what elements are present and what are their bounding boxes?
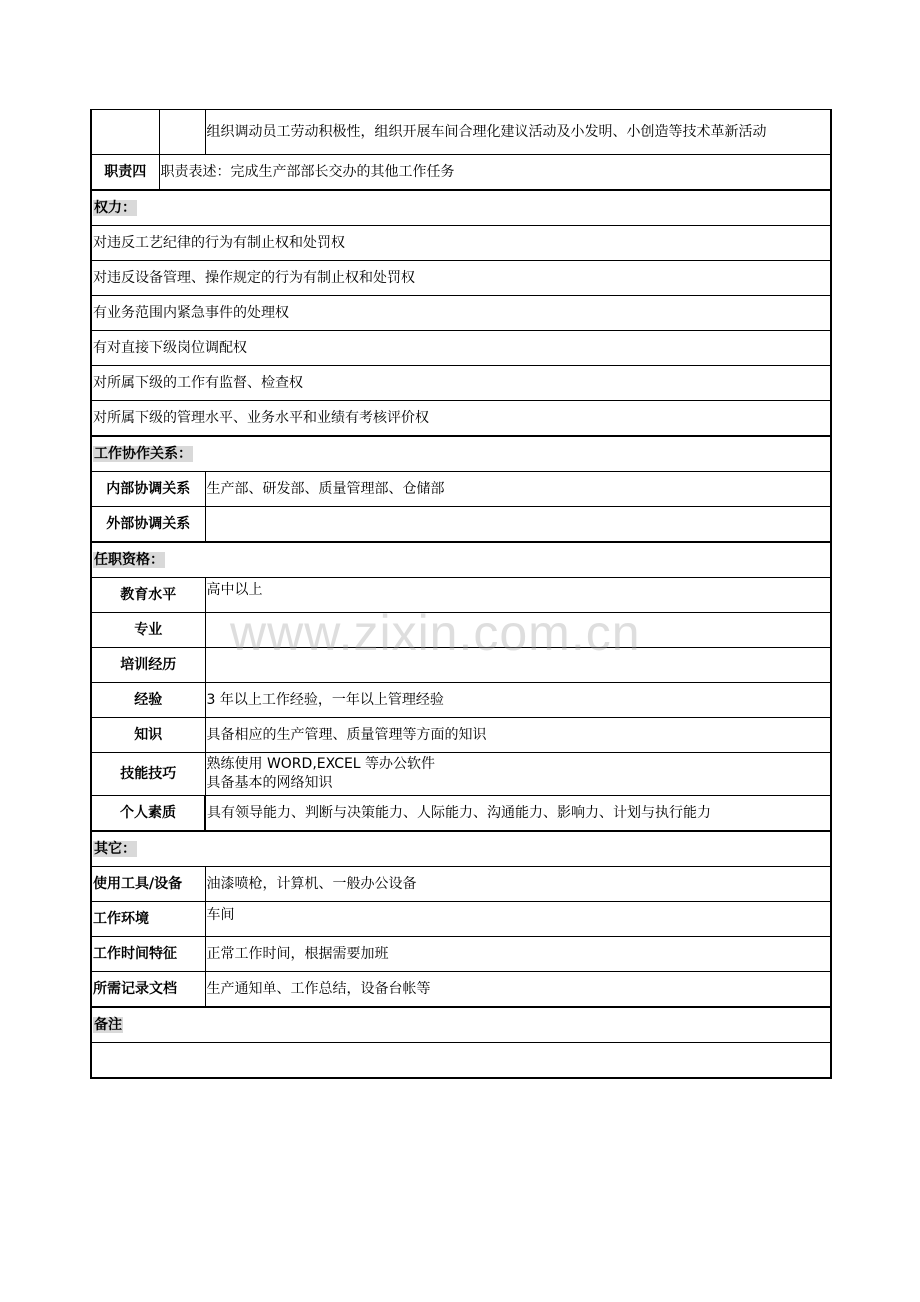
remarks-heading-row	[91, 1007, 831, 1043]
skills-value	[205, 753, 831, 796]
environment-label: 工作环境	[91, 902, 205, 937]
job-description-table	[90, 109, 832, 1079]
authority-item: 有对直接下级岗位调配权	[91, 331, 831, 366]
remarks-row	[91, 1043, 831, 1079]
external-coordination-value	[205, 507, 831, 543]
authority-item: 有业务范围内紧急事件的处理权	[91, 296, 831, 331]
qualification-heading	[91, 542, 831, 578]
authority-row	[91, 366, 831, 401]
remarks-heading-text: 备注	[94, 1016, 122, 1033]
other-heading-row	[91, 831, 831, 867]
authority-item: 对违反设备管理、操作规定的行为有制止权和处罚权	[91, 261, 831, 296]
duty-continued-label-cell	[91, 110, 159, 155]
cooperation-heading-row	[91, 436, 831, 472]
authority-heading-text: 权力：	[94, 199, 136, 216]
tools-value: 油漆喷枪，计算机、一般办公设备	[205, 867, 831, 902]
authority-row	[91, 331, 831, 366]
training-label: 培训经历	[91, 648, 205, 683]
authority-item: 对违反工艺纪律的行为有制止权和处罚权	[91, 226, 831, 261]
experience-value: 3 年以上工作经验，一年以上管理经验	[205, 683, 831, 718]
duty4-description	[159, 155, 831, 191]
duty-continued-text: 组织调动员工劳动积极性，组织开展车间合理化建议活动及小发明、小创造等技术革新活动	[205, 110, 831, 155]
records-row	[91, 972, 831, 1008]
other-heading-text: 其它：	[94, 840, 136, 857]
internal-coordination-value: 生产部、研发部、质量管理部、仓储部	[205, 472, 831, 507]
tools-label: 使用工具/设备	[91, 867, 205, 902]
knowledge-label: 知识	[91, 718, 205, 753]
authority-heading	[91, 190, 831, 226]
experience-row	[91, 683, 831, 718]
knowledge-row	[91, 718, 831, 753]
personal-quality-value: 具有领导能力、判断与决策能力、人际能力、沟通能力、影响力、计划与执行能力	[205, 796, 831, 832]
personal-quality-row	[91, 796, 831, 832]
watermark: www.zixin.com.cn	[230, 605, 641, 661]
qualification-heading-row	[91, 542, 831, 578]
education-value: 高中以上	[205, 578, 831, 613]
external-coordination-label: 外部协调关系	[91, 507, 205, 543]
environment-value: 车间	[205, 902, 831, 937]
work-time-label: 工作时间特征	[91, 937, 205, 972]
authority-item: 对所属下级的工作有监督、检查权	[91, 366, 831, 401]
duty4-desc-value: 完成生产部部长交办的其他工作任务	[230, 163, 455, 180]
remarks-heading	[91, 1007, 831, 1043]
work-time-value: 正常工作时间，根据需要加班	[205, 937, 831, 972]
authority-row	[91, 226, 831, 261]
authority-heading-row	[91, 190, 831, 226]
skills-line: 具备基本的网络知识	[206, 775, 333, 791]
duty4-row	[91, 155, 831, 191]
cooperation-heading	[91, 436, 831, 472]
knowledge-value: 具备相应的生产管理、质量管理等方面的知识	[205, 718, 831, 753]
job-description-sheet	[90, 109, 830, 1079]
experience-label: 经验	[91, 683, 205, 718]
work-time-row	[91, 937, 831, 972]
remarks-value	[91, 1043, 831, 1079]
internal-coordination-row	[91, 472, 831, 507]
authority-item: 对所属下级的管理水平、业务水平和业绩有考核评价权	[91, 401, 831, 437]
personal-quality-label: 个人素质	[91, 796, 205, 832]
internal-coordination-label: 内部协调关系	[91, 472, 205, 507]
records-value: 生产通知单、工作总结，设备台帐等	[205, 972, 831, 1008]
other-heading	[91, 831, 831, 867]
tools-row	[91, 867, 831, 902]
environment-row	[91, 902, 831, 937]
major-label: 专业	[91, 613, 205, 648]
qualification-heading-text: 任职资格：	[94, 551, 164, 568]
skills-label: 技能技巧	[91, 753, 205, 796]
education-label: 教育水平	[91, 578, 205, 613]
skills-row	[91, 753, 831, 796]
duty-continued-sub-cell	[159, 110, 205, 155]
cooperation-heading-text: 工作协作关系：	[94, 445, 192, 462]
duty-continued-row	[91, 110, 831, 155]
records-label: 所需记录文档	[91, 972, 205, 1008]
authority-row	[91, 401, 831, 437]
authority-row	[91, 296, 831, 331]
external-coordination-row	[91, 507, 831, 543]
duty4-desc-label: 职责表述：	[160, 163, 231, 180]
skills-line: 熟练使用 WORD,EXCEL 等办公软件	[206, 756, 436, 772]
authority-row	[91, 261, 831, 296]
duty4-label: 职责四	[91, 155, 159, 191]
